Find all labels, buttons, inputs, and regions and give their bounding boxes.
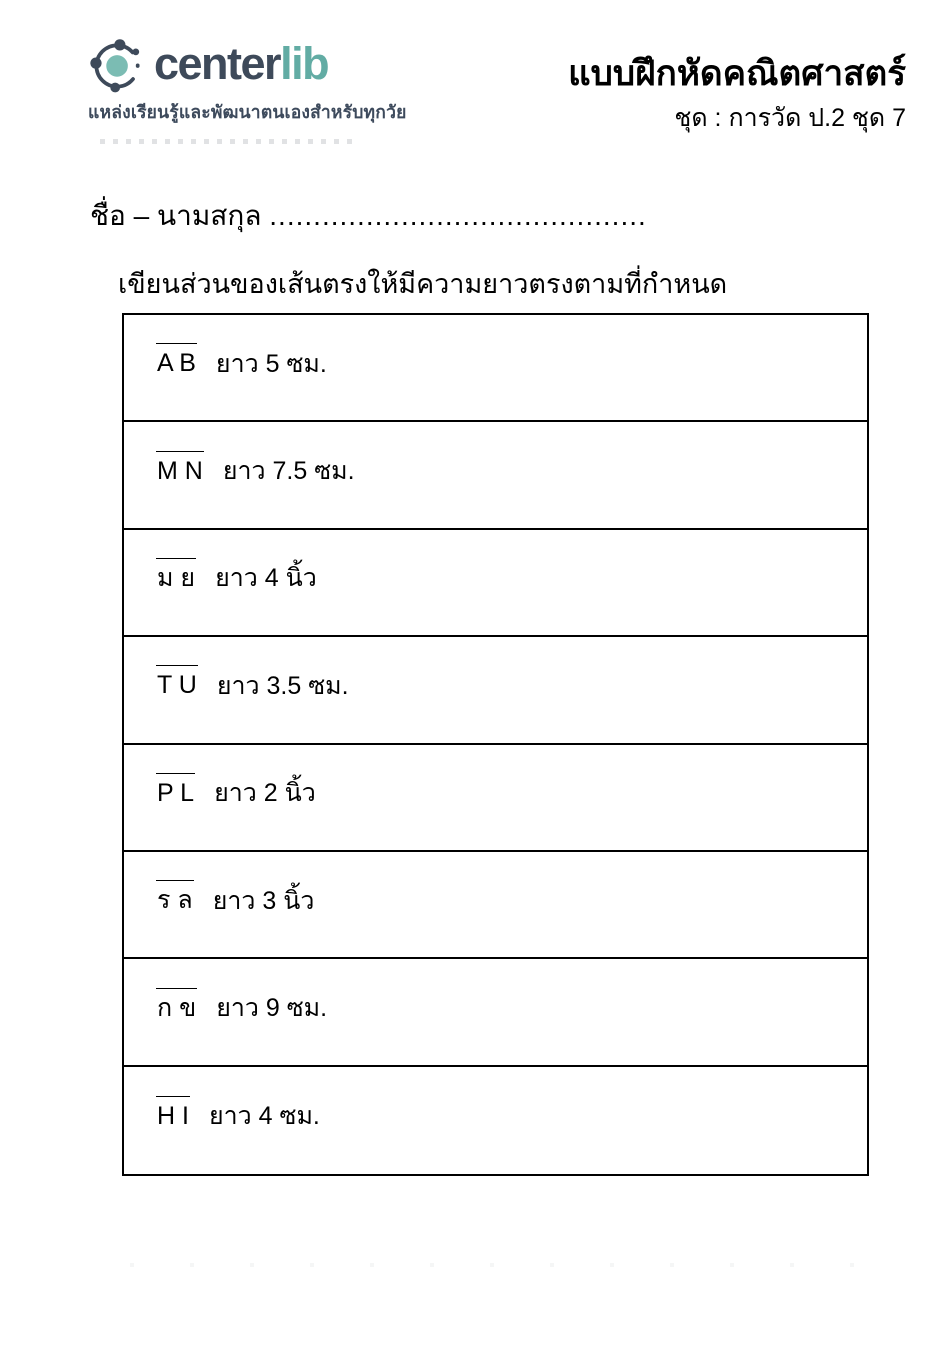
instruction-text: เขียนส่วนของเส้นตรงให้มีความยาวตรงตามที่กำหนด [118,269,728,299]
brand-primary-text: center [154,37,281,89]
table-row [124,959,867,1066]
table-row [124,745,867,852]
name-field [90,194,647,238]
centerlib-network-icon [88,34,148,96]
clipped-text-artifact [100,139,355,144]
centerlib-logo [88,34,407,126]
segment-label: H I [157,1101,189,1130]
segment-label: ม ย [157,563,196,592]
segment-length: ยาว 4 นิ้ว [215,564,317,593]
faint-footer-artifact [130,1263,870,1267]
brand-secondary-text: lib [280,37,329,89]
page-title: แบบฝึกหัดคณิตศาสตร์ [568,54,906,93]
table-row [124,1067,867,1174]
segment-length: ยาว 9 ซม. [216,994,328,1023]
page-subtitle: ชุด : การวัด ป.2 ชุด 7 [674,103,906,132]
table-row [124,852,867,959]
brand-tagline: แหล่งเรียนรู้และพัฒนาตนเองสำหรับทุกวัย [88,102,407,122]
segment-length: ยาว 7.5 ซม. [222,457,355,486]
brand-wordmark [154,37,329,90]
segment-label: M N [157,456,203,485]
table-row [124,530,867,637]
segment-length: ยาว 4 ซม. [208,1102,320,1131]
worksheet-table [122,313,869,1176]
segment-label: P L [157,778,195,807]
segment-label: ร ล [157,886,193,915]
segment-length: ยาว 5 ซม. [215,349,327,378]
segment-length: ยาว 3 นิ้ว [212,886,315,915]
segment-label: T U [157,671,197,700]
table-row [124,422,867,529]
name-field-dotted-line: ........................................... [269,200,647,231]
table-row [124,315,867,422]
name-field-label: ชื่อ – นามสกุล [90,200,262,231]
segment-label: A B [157,349,196,378]
header-titles [568,52,906,138]
table-row [124,637,867,744]
segment-length: ยาว 2 นิ้ว [214,779,316,808]
segment-label: ก ข [157,993,197,1022]
segment-length: ยาว 3.5 ซม. [216,671,349,700]
